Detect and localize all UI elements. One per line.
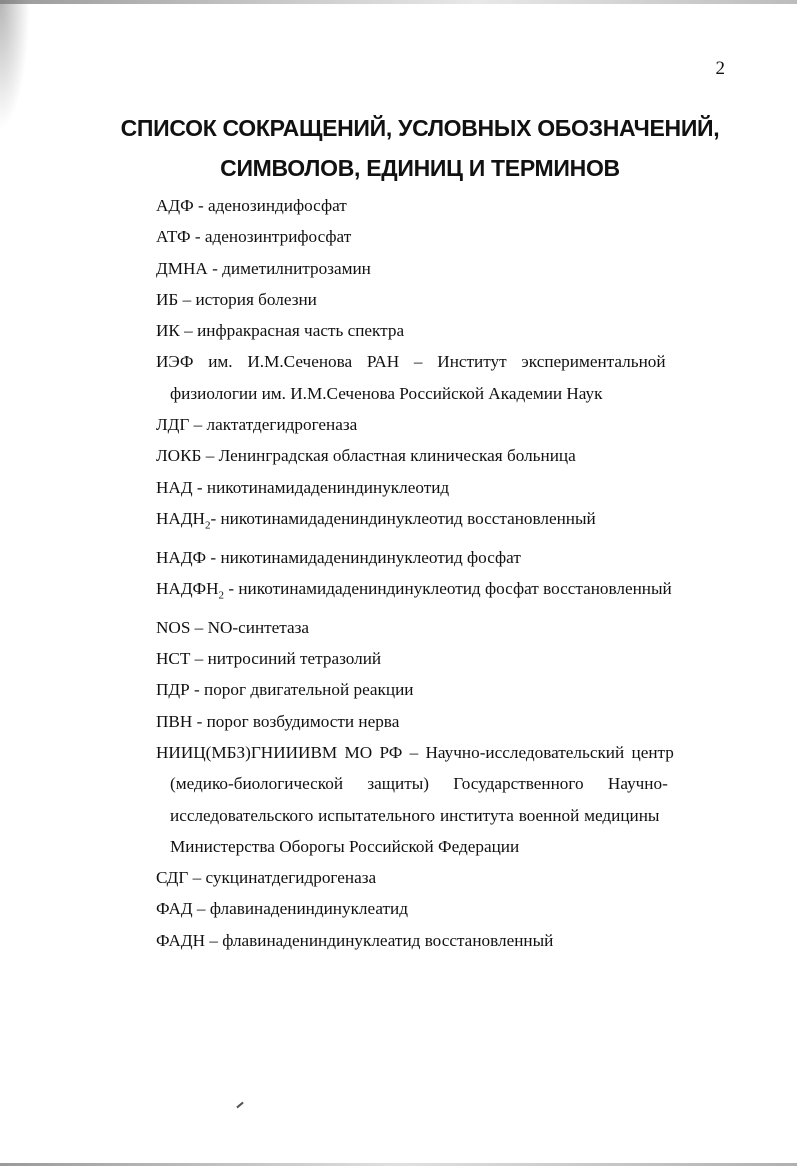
subscript: 2 <box>204 519 211 532</box>
list-item-continuation: Министерства Оборогы Российской Федерации <box>170 836 520 856</box>
definition-text: - никотинамидадениндинуклеотид восстановленный <box>210 508 596 528</box>
list-item: АДФ - аденозиндифосфат <box>156 196 347 215</box>
list-item <box>156 737 728 862</box>
list-item-continuation: физиологии им. И.М.Сеченова Российской Академии Наук <box>170 383 603 403</box>
abbreviation-list <box>156 190 728 956</box>
list-item-continuation: (медико-биологической защиты) Государственного Научно- <box>170 774 668 794</box>
list-item: NOS – NO-синтетаза <box>156 617 310 637</box>
list-item <box>156 503 728 542</box>
list-item: ФАД – флавинадениндинуклеатид <box>156 899 408 919</box>
list-item: ФАДН – флавинадениндинуклеатид восстановленный <box>156 930 554 950</box>
list-item: ИБ – история болезни <box>156 289 317 309</box>
definition-text: - никотинамидадениндинуклеотид фосфат восстановленный <box>224 579 672 598</box>
list-item: НАДФ - никотинамидадениндинуклеотид фосфат <box>156 547 521 567</box>
list-item <box>156 346 728 409</box>
abbr-text: НАДН <box>156 508 205 528</box>
list-item: АТФ - аденозинтрифосфат <box>156 227 352 247</box>
list-item-text: ИЭФ им. И.М.Сеченова РАН – Институт экспериментальной <box>156 352 666 372</box>
page-number: 2 <box>715 58 725 79</box>
list-item: ЛДГ – лактатдегидрогеназа <box>156 415 358 435</box>
list-item: ЛОКБ – Ленинградская областная клиническая больница <box>156 446 576 466</box>
abbr-text: НАДФН <box>156 579 219 598</box>
list-item: ИК – инфракрасная часть спектра <box>156 321 405 341</box>
title-line-2: СИМВОЛОВ, ЕДИНИЦ И ТЕРМИНОВ <box>220 155 620 181</box>
list-item-line <box>156 346 728 377</box>
list-item-continuation: исследовательского испытательного института военной медицины <box>170 805 660 825</box>
list-item: НСТ – нитросиний тетразолий <box>156 649 382 669</box>
subscript: 2 <box>218 589 225 602</box>
scan-shadow-corner <box>0 0 30 130</box>
list-item: СДГ – сукцинатдегидрогеназа <box>156 868 377 888</box>
page-title <box>100 108 740 188</box>
list-item: ПВН - порог возбудимости нерва <box>156 711 400 731</box>
list-item-line: НИИЦ(МБЗ)ГНИИИВМ МО РФ – Научно-исследовательский центр <box>156 742 674 762</box>
list-item: ПДР - порог двигательной реакции <box>156 680 414 700</box>
list-item: НАД - никотинамидадениндинуклеотид <box>156 477 450 497</box>
pen-mark <box>236 1102 243 1109</box>
list-item <box>156 573 728 612</box>
list-item: ДМНА - диметилнитрозамин <box>156 258 371 278</box>
title-line-1: СПИСОК СОКРАЩЕНИЙ, УСЛОВНЫХ ОБОЗНАЧЕНИЙ, <box>120 115 720 141</box>
scan-edge-top <box>0 0 797 4</box>
